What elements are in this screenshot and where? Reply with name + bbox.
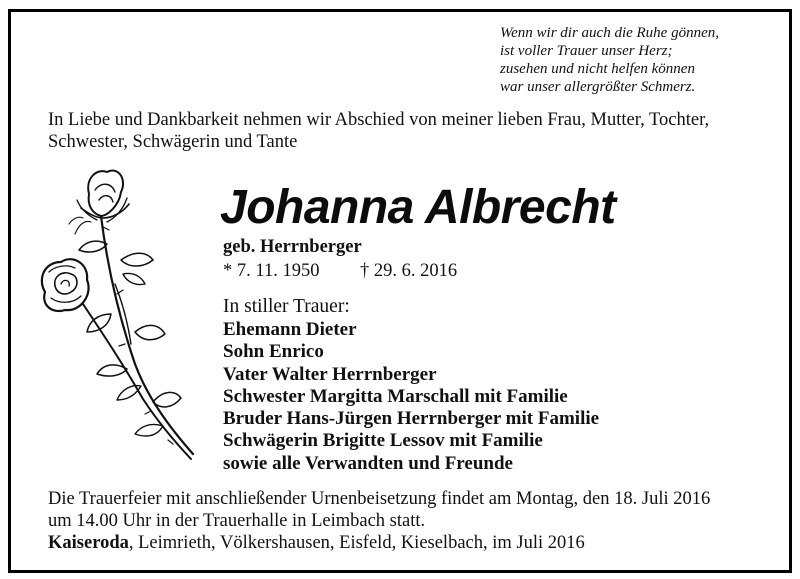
deceased-name: Johanna Albrecht [220,181,616,234]
poem-line: ist voller Trauer unser Herz; [500,43,673,59]
birth-date: * 7. 11. 1950 [223,261,320,281]
mourner-item: Sohn Enrico [223,341,324,363]
memorial-poem [500,24,790,96]
mourners-list [223,319,599,475]
mourner-item: Ehemann Dieter [223,319,357,340]
poem-line: war unser allergrößter Schmerz. [500,79,696,95]
funeral-notice [48,488,788,532]
mourner-item: sowie alle Verwandten und Freunde [223,452,513,474]
rose-drawing-icon [23,164,201,466]
places-line [48,532,585,554]
poem-line: Wenn wir dir auch die Ruhe gönnen, [500,25,720,41]
places-rest: , Leimrieth, Völkershausen, Eisfeld, Kieselbach, im Juli 2016 [128,533,585,553]
mourner-item: Schwägerin Brigitte Lessov mit Familie [223,430,543,452]
birth-name: geb. Herrnberger [223,237,362,257]
intro-line: Schwester, Schwägerin und Tante [48,132,298,152]
mourner-item: Bruder Hans-Jürgen Herrnberger mit Familie [223,408,600,430]
obituary-card [8,9,792,573]
intro-line: In Liebe und Dankbarkeit nehmen wir Abschied von meiner lieben Frau, Mutter, Tochter, [48,110,710,130]
death-date: † 29. 6. 2016 [360,261,458,281]
places-main: Kaiseroda [48,533,129,553]
intro-text [48,109,788,153]
life-dates [223,260,458,282]
mourning-label: In stiller Trauer: [223,296,350,317]
mourner-item: Schwester Margitta Marschall mit Familie [223,385,568,407]
poem-line: zusehen und nicht helfen können [500,61,695,77]
mourner-item: Vater Walter Herrnberger [223,363,437,385]
funeral-line: um 14.00 Uhr in der Trauerhalle in Leimbach statt. [48,511,426,531]
funeral-line: Die Trauerfeier mit anschließender Urnenbeisetzung findet am Montag, den 18. Juli 2016 [48,489,711,509]
